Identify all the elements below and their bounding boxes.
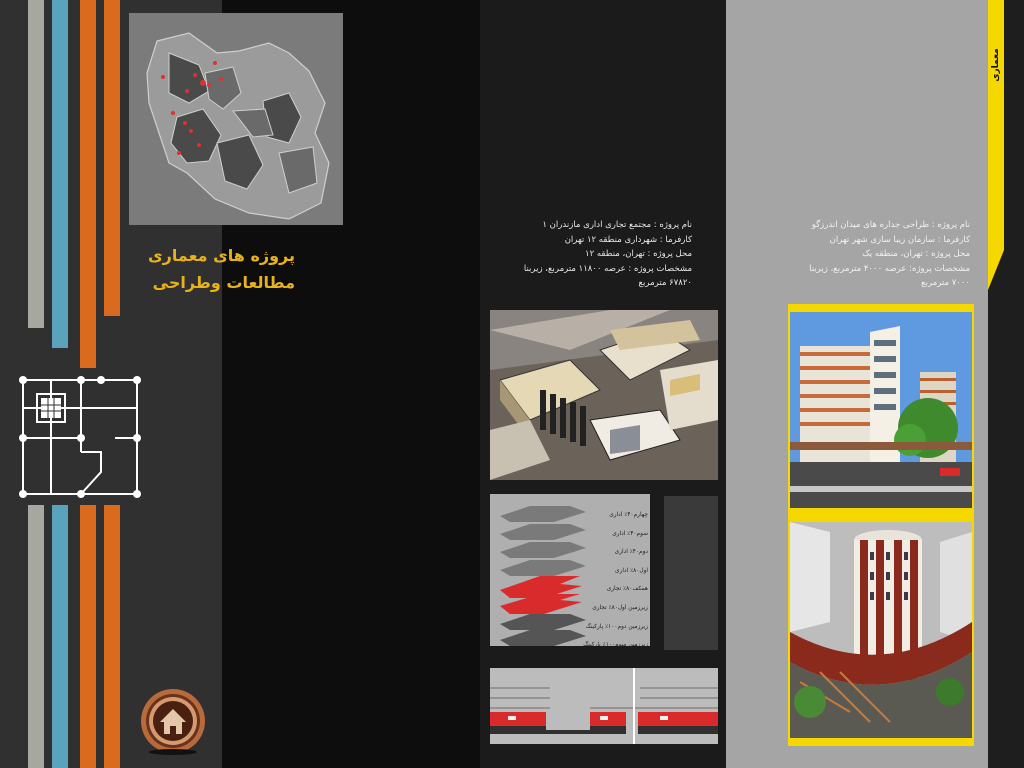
stripe-orange-bottom-2 — [104, 505, 120, 768]
stripe-orange-bottom — [80, 505, 96, 768]
project1-render-image — [490, 310, 718, 480]
site-plan-icon — [15, 372, 145, 500]
portfolio-title — [130, 242, 295, 296]
floor-label: زیرزمین دوم۱۰۰٪ پارکینگ — [585, 623, 648, 630]
project1-line-1: نام پروژه : مجتمع تجاری اداری مازندران ۱ — [542, 220, 692, 230]
title-line-1: پروژه های معماری — [147, 246, 295, 265]
stripe-blue-top — [52, 0, 68, 348]
project2-line-4: مشخصات پروژه: عرصه ۴۰۰۰ مترمربع، زیربنا — [809, 263, 970, 274]
floor-label: سوم۴۰٪ اداری — [612, 530, 648, 537]
project1-line-3: محل پروژه : تهران، منطقه ۱۲ — [585, 249, 692, 259]
project1-info — [492, 218, 692, 291]
project2-render-image-2 — [788, 516, 974, 746]
stripe-orange-top — [80, 0, 96, 368]
floor-label: زیرزمین سوم۱۰۰٪ پارکینگ — [583, 642, 648, 649]
title-line-2: مطالعات وطراحی — [152, 273, 295, 292]
floor-label: دوم۴۰٪ اداری — [614, 549, 648, 556]
floor-label: زیرزمین اول۸۰٪ تجاری — [592, 604, 648, 611]
project2-line-5: ۷۰۰۰ مترمربع — [921, 278, 970, 288]
side-tab-label: معماری — [991, 48, 1001, 82]
project2-line-1: نام پروژه : طراحی جداره های میدان اندرزگو — [811, 220, 970, 230]
stripe-blue-bottom — [52, 505, 68, 768]
floor-label: چهارم۴۰٪ اداری — [609, 512, 648, 518]
floor-label: اول۸۰٪ اداری — [615, 567, 648, 574]
iran-map — [129, 13, 343, 225]
side-tab — [988, 0, 1024, 768]
floor-labels — [560, 506, 648, 655]
project2-line-2: کارفرما : سازمان زیبا سازی شهر تهران — [829, 234, 970, 245]
floor-label: همکف۸۰٪ تجاری — [606, 586, 648, 593]
floor-diagram-side-box — [664, 496, 718, 650]
home-logo — [138, 686, 208, 756]
stripe-gray-bottom — [28, 505, 44, 768]
project1-line-5: ۶۷۸۲۰ مترمربع — [638, 278, 692, 288]
project1-line-4: مشخصات پروژه : عرصه ۱۱۸۰۰ مترمربع، زیربنا — [523, 263, 692, 274]
project1-line-2: کارفرما : شهرداری منطقه ۱۲ تهران — [564, 234, 692, 245]
project2-line-3: محل پروژه : تهران، منطقه یک — [862, 249, 970, 259]
stripe-gray-top — [28, 0, 44, 328]
project2-render-image-1 — [788, 304, 974, 516]
project2-info — [778, 218, 970, 291]
stripe-orange-top-2 — [104, 0, 120, 316]
section-drawing — [490, 668, 718, 744]
